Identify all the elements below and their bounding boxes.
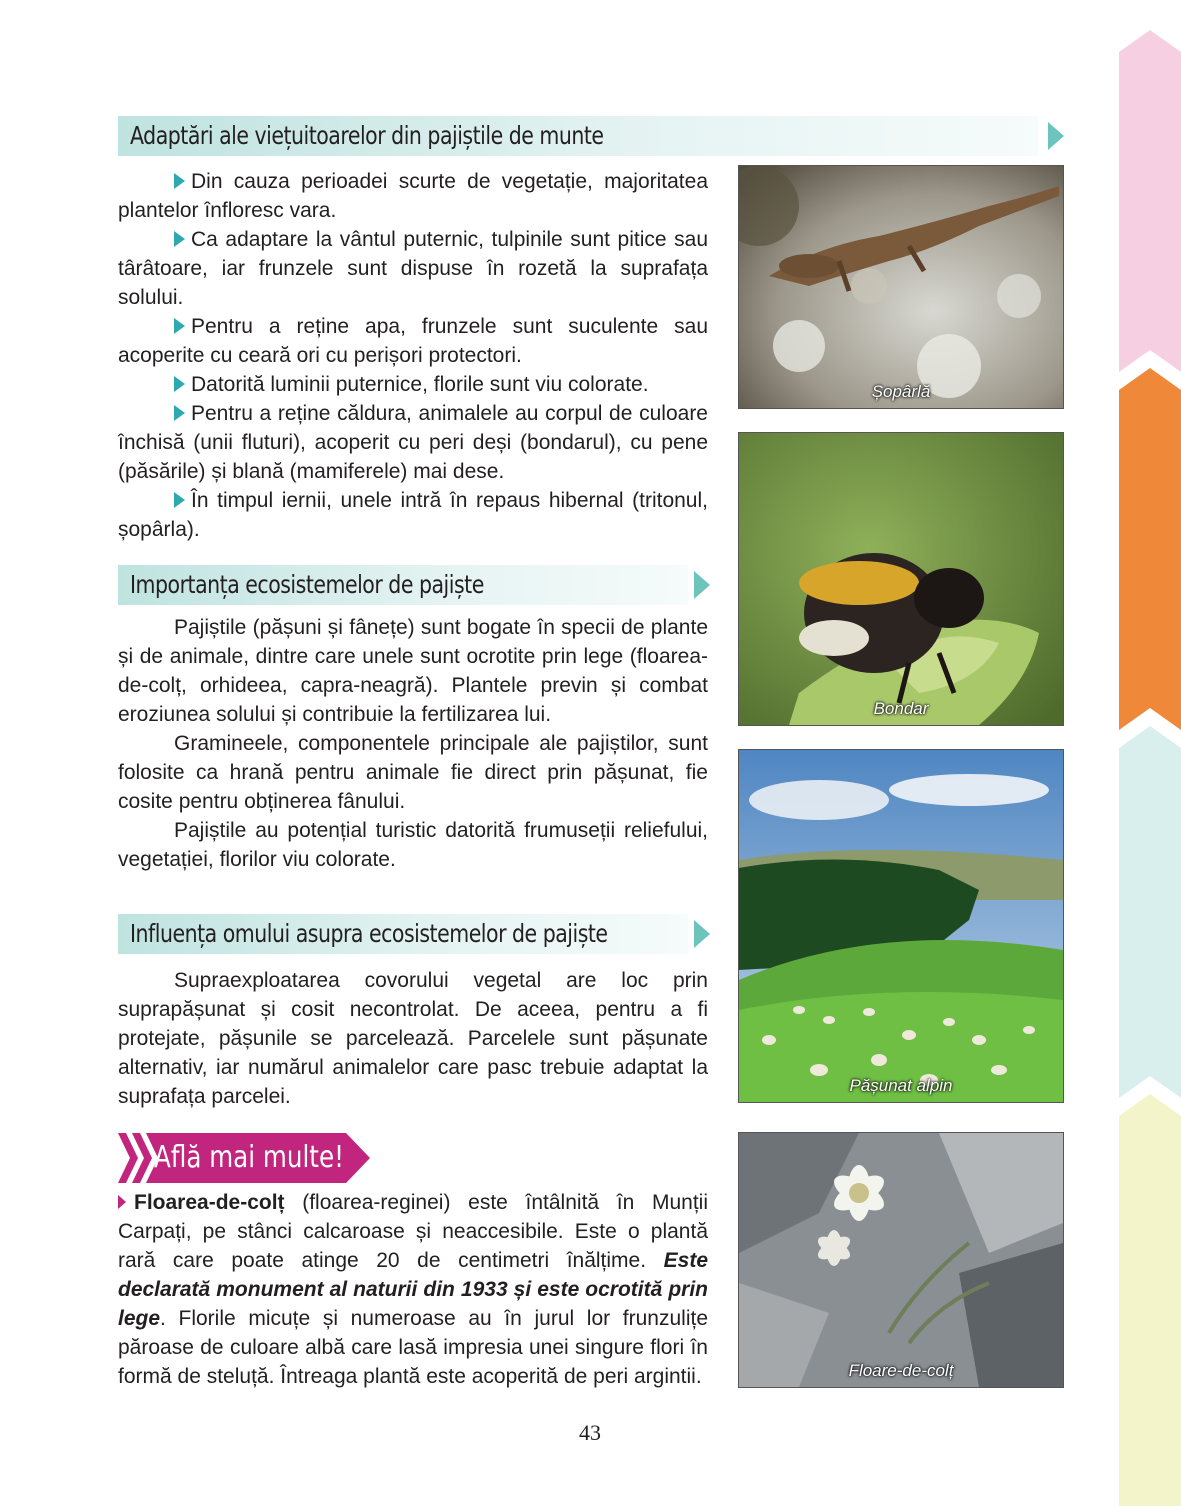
list-item: Din cauza perioadei scurte de vegetație, majoritatea plantelor înfloresc vara. bbox=[118, 170, 708, 222]
side-tabs bbox=[1119, 0, 1181, 1506]
photo-caption: Șopârlă bbox=[871, 382, 931, 401]
tab-pink[interactable] bbox=[1119, 30, 1181, 372]
list-item: Datorită luminii puternice, florile sunt viu colorate. bbox=[118, 370, 708, 399]
section-title: Influența omului asupra ecosistemelor de pajiște bbox=[130, 919, 608, 948]
paragraph: Supraexploatarea covorului vegetal are loc prin suprapășunat și cosit necontrolat. De aceea, pentru a fi protejate, pășunile se parcelează. Parcelele sunt pășunate alternativ, iar numărul animalelor care pasc trebuie adaptat la suprafața parcelei. bbox=[118, 969, 708, 1108]
bullet-arrow-icon bbox=[174, 318, 185, 334]
bullet-arrow-icon bbox=[118, 1195, 126, 1209]
term: Floarea-de-colț bbox=[134, 1191, 285, 1214]
photo-floare bbox=[738, 1132, 1064, 1388]
list-item: Ca adaptare la vântul puternic, tulpinile sunt pitice sau târâtoare, iar frunzele sunt dispuse în rozetă la suprafața solului. bbox=[118, 228, 708, 309]
photo-pasunat bbox=[738, 749, 1064, 1103]
adaptari-list bbox=[118, 167, 708, 544]
bullet-arrow-icon bbox=[174, 231, 185, 247]
bullet-arrow-icon bbox=[174, 173, 185, 189]
bullet-arrow-icon bbox=[174, 492, 185, 508]
tab-yellow[interactable] bbox=[1119, 1094, 1181, 1506]
header-arrow-icon bbox=[694, 571, 710, 599]
afla-mai-multe-label: Află mai multe! bbox=[154, 1140, 344, 1175]
paragraph: Pajiștile (pășuni și fânețe) sunt bogate în specii de plante și de animale, dintre care unele sunt ocrotite prin lege (floarea-de-colț, orhideea, capra-neagră). Plantele previn și combat eroziunea solului și contribuie la fertilizarea lui. bbox=[118, 616, 708, 726]
bullet-arrow-icon bbox=[174, 405, 185, 421]
photo-caption: Pășunat alpin bbox=[849, 1076, 953, 1095]
section-header-adaptari bbox=[118, 116, 1068, 156]
page-number: 43 bbox=[579, 1420, 601, 1445]
photo-bondar bbox=[738, 432, 1064, 726]
section-title: Adaptări ale viețuitoarelor din pajiștile de munte bbox=[130, 121, 604, 150]
list-item: Pentru a reține apa, frunzele sunt suculente sau acoperite cu ceară ori cu perișori protectori. bbox=[118, 315, 708, 367]
paragraph: Gramineele, componentele principale ale pajiștilor, sunt folosite ca hrană pentru animale fie direct prin pășunat, fie cosite pentru obținerea fânului. bbox=[118, 732, 708, 813]
bullet-arrow-icon bbox=[174, 376, 185, 392]
section-title: Importanța ecosistemelor de pajiște bbox=[130, 570, 484, 599]
list-item: În timpul iernii, unele intră în repaus hibernal (tritonul, șopârla). bbox=[118, 489, 708, 541]
header-arrow-icon bbox=[694, 920, 710, 948]
list-item: Pentru a reține căldura, animalele au corpul de culoare închisă (unii fluturi), acoperit cu peri deși (bondarul), cu pene (păsările) și blană (mamiferele) mai dese. bbox=[118, 402, 708, 483]
photo-caption: Floare-de-colț bbox=[848, 1361, 954, 1380]
afla-text: Floarea-de-colț (floarea-reginei) este întâlnită în Munții Carpați, pe stânci calcaroase și neaccesibile. Este o plantă rară care poate atinge 20 de centimetri înălțime. Este declarată monument al naturii din 1933 și este ocrotită prin lege. Florile micuțe și numeroase au în jurul lor frunzulițe păroase de culoare albă care lasă impresia unei singure flori în formă de steluță. Întreaga plantă este acoperită de peri argintii. bbox=[118, 1191, 708, 1388]
paragraph: Pajiștile au potențial turistic datorită frumuseții reliefului, vegetației, florilor viu colorate. bbox=[118, 819, 708, 871]
tab-teal[interactable] bbox=[1119, 726, 1181, 1098]
emphasis: Este declarată monument al naturii din 1933 și este ocrotită prin lege bbox=[118, 1249, 708, 1330]
tab-orange[interactable] bbox=[1119, 368, 1181, 730]
header-arrow-icon bbox=[1048, 122, 1064, 150]
photo-caption: Bondar bbox=[873, 699, 929, 718]
section-header-influenta bbox=[118, 914, 718, 954]
photo-soparla bbox=[738, 165, 1064, 409]
importanta-text bbox=[118, 613, 708, 874]
influenta-text bbox=[118, 966, 708, 1111]
section-header-importanta bbox=[118, 565, 718, 605]
